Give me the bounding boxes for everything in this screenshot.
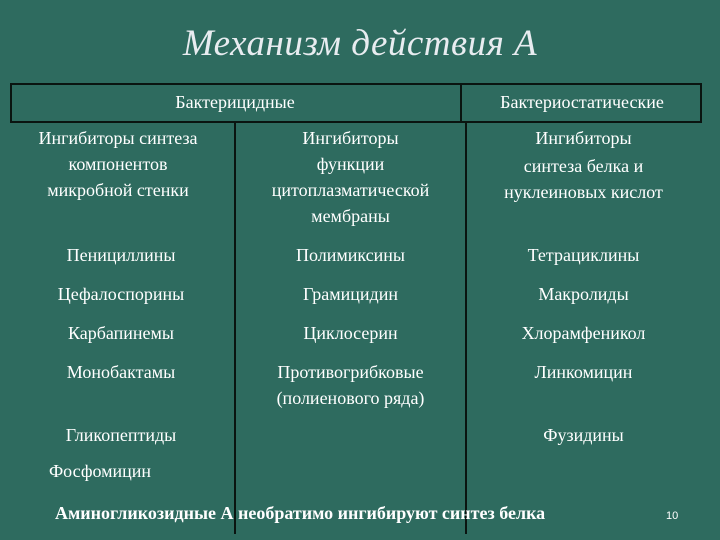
category-membrane-line: мембраны bbox=[311, 206, 390, 226]
category-protein-line: синтеза белка и bbox=[523, 156, 644, 176]
category-protein-line: нуклеиновых кислот bbox=[504, 182, 663, 202]
slide-title: Механизм действия А bbox=[182, 23, 538, 64]
category-membrane-line: функции bbox=[316, 154, 385, 174]
drug-col2-item bbox=[236, 359, 465, 411]
category-membrane-line: Ингибиторы bbox=[302, 128, 399, 148]
drug-col3-item: Макролиды bbox=[538, 284, 629, 304]
category-membrane-line: цитоплазматической bbox=[271, 180, 430, 200]
drug-col2-item: Грамицидин bbox=[303, 284, 398, 304]
drug-col2-item: Циклосерин bbox=[303, 323, 398, 343]
drug-col2-item: Полимиксины bbox=[295, 245, 406, 265]
drug-col3-item: Линкомицин bbox=[534, 362, 633, 382]
category-cell-wall-line: компонентов bbox=[68, 154, 168, 174]
drug-col1-item: Цефалоспорины bbox=[57, 284, 185, 304]
category-membrane bbox=[236, 125, 465, 229]
drug-col1-item: Гликопептиды bbox=[65, 425, 177, 445]
drug-col1-item: Фосфомицин bbox=[48, 461, 152, 481]
mechanism-table bbox=[10, 83, 702, 534]
category-protein bbox=[467, 125, 700, 205]
drug-col2-line: Противогрибковые bbox=[277, 362, 424, 382]
header-divider bbox=[10, 121, 702, 123]
category-cell-wall-line: Ингибиторы синтеза bbox=[38, 128, 198, 148]
header-bactericidal: Бактерицидные bbox=[175, 92, 295, 112]
table-border-top bbox=[10, 83, 702, 85]
drug-col1-item: Монобактамы bbox=[66, 362, 176, 382]
aminoglycoside-note: Аминогликозидные А необратимо ингибируют синтез белка bbox=[55, 503, 546, 523]
drug-col3-item: Хлорамфеникол bbox=[521, 323, 646, 343]
category-protein-line: Ингибиторы bbox=[535, 128, 632, 148]
header-bacteriostatic: Бактериостатические bbox=[500, 92, 664, 112]
category-cell-wall-line: микробной стенки bbox=[47, 180, 189, 200]
drug-col3-item: Тетрациклины bbox=[527, 245, 640, 265]
drug-col1-item: Пенициллины bbox=[66, 245, 176, 265]
drug-col3-item: Фузидины bbox=[543, 425, 624, 445]
drug-col1-item: Карбапинемы bbox=[67, 323, 175, 343]
slide-number: 10 bbox=[666, 510, 679, 522]
category-cell-wall bbox=[2, 125, 234, 203]
drug-col2-line: (полиенового ряда) bbox=[276, 388, 425, 408]
